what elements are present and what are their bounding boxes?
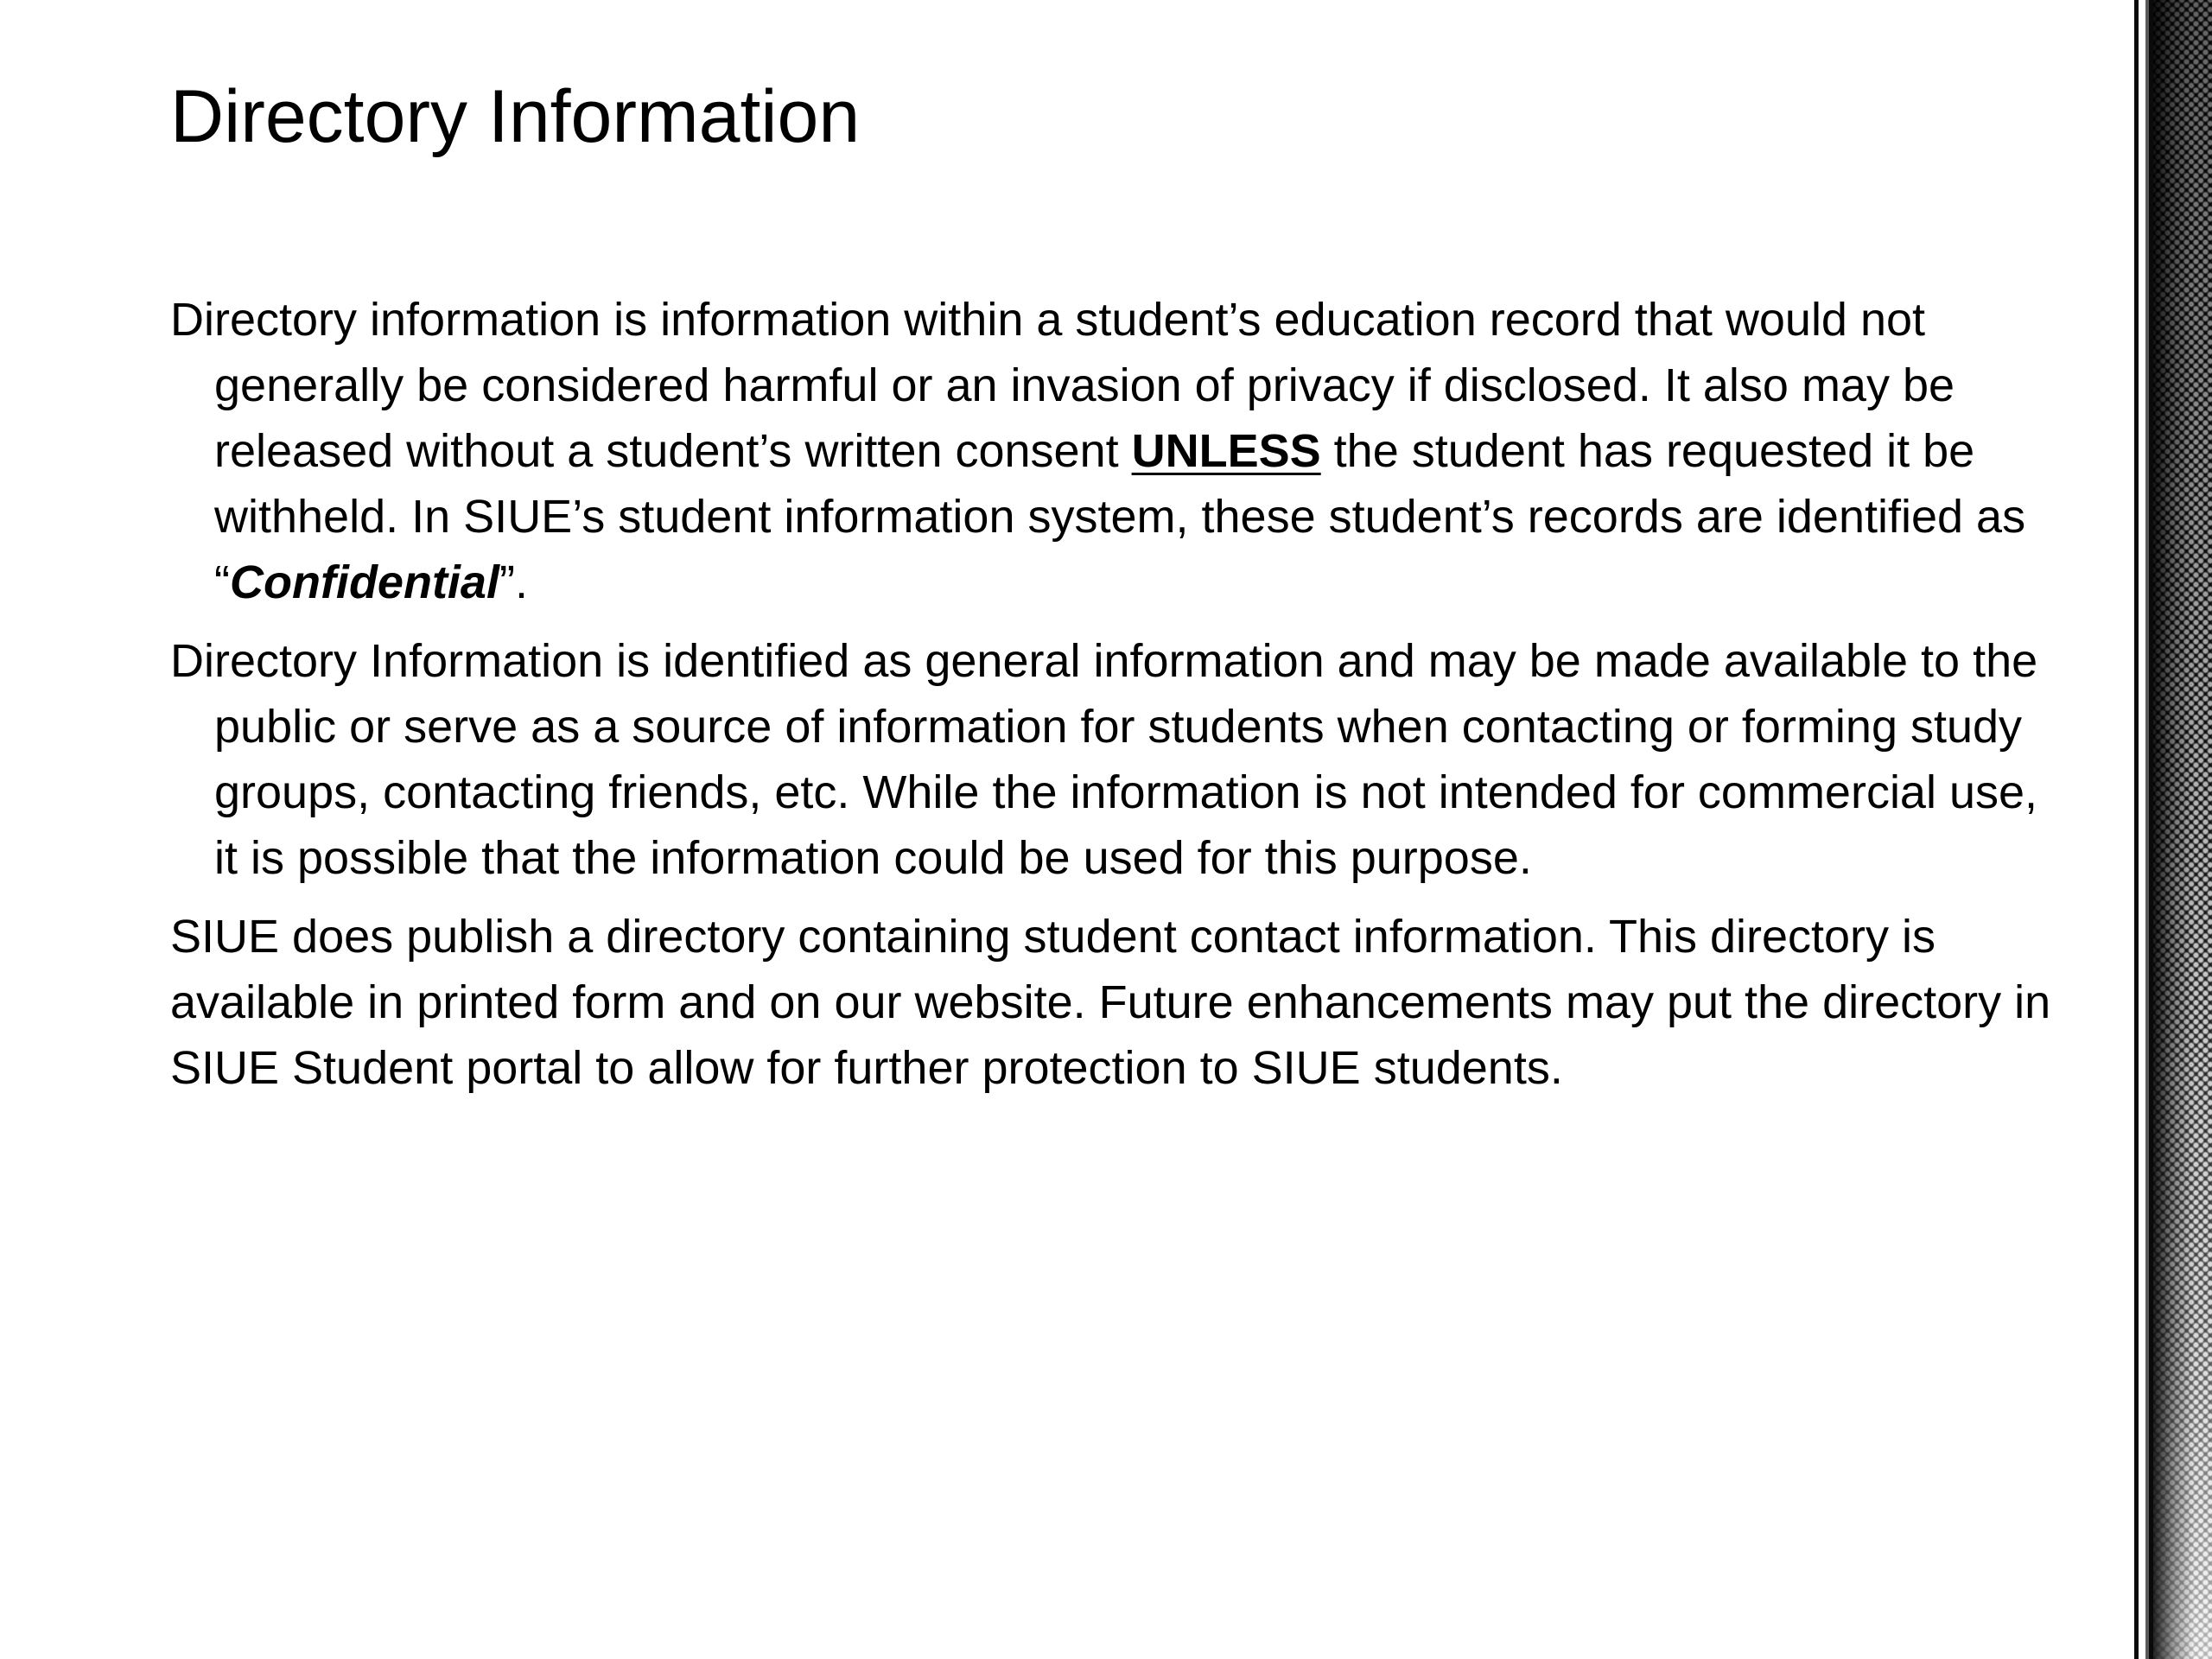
side-band-rule (2139, 0, 2145, 1659)
paragraph-text: Directory information is information within a student’s education record that would not generally be considered harmful or an invasion of privacy if disclosed. It also may be released without a student’s written consent (170, 294, 1955, 477)
decorative-side-band (2134, 0, 2212, 1659)
paragraph-general-information: Directory Information is identified as general information and may be made available to the public or serve as a source of information for students when contacting or forming study groups, contacting friends, etc. While the information is not intended for commercial use, it is possible that the information could be used for this purpose. (170, 635, 2038, 884)
side-band-rule (2145, 0, 2149, 1659)
slide-title: Directory Information (170, 75, 861, 158)
paragraph-text: the student has requested it be withheld. In SIUE’s student information system, these student’s records are identified as “ (214, 425, 2026, 608)
confidential-emphasis: Confidential (229, 556, 499, 608)
paragraph-text: ”. (499, 556, 528, 608)
unless-emphasis: UNLESS (1131, 425, 1321, 477)
paragraph-directory-definition (170, 287, 2054, 615)
paragraph-siue-directory: SIUE does publish a directory containing student contact information. This directory is available in printed form and on our website. Future enhancements may put the directory in SIUE Student portal to allow for further protection to SIUE students. (170, 911, 2051, 1094)
slide-body (170, 287, 2054, 1114)
dot-pattern-fade (2153, 0, 2212, 1659)
